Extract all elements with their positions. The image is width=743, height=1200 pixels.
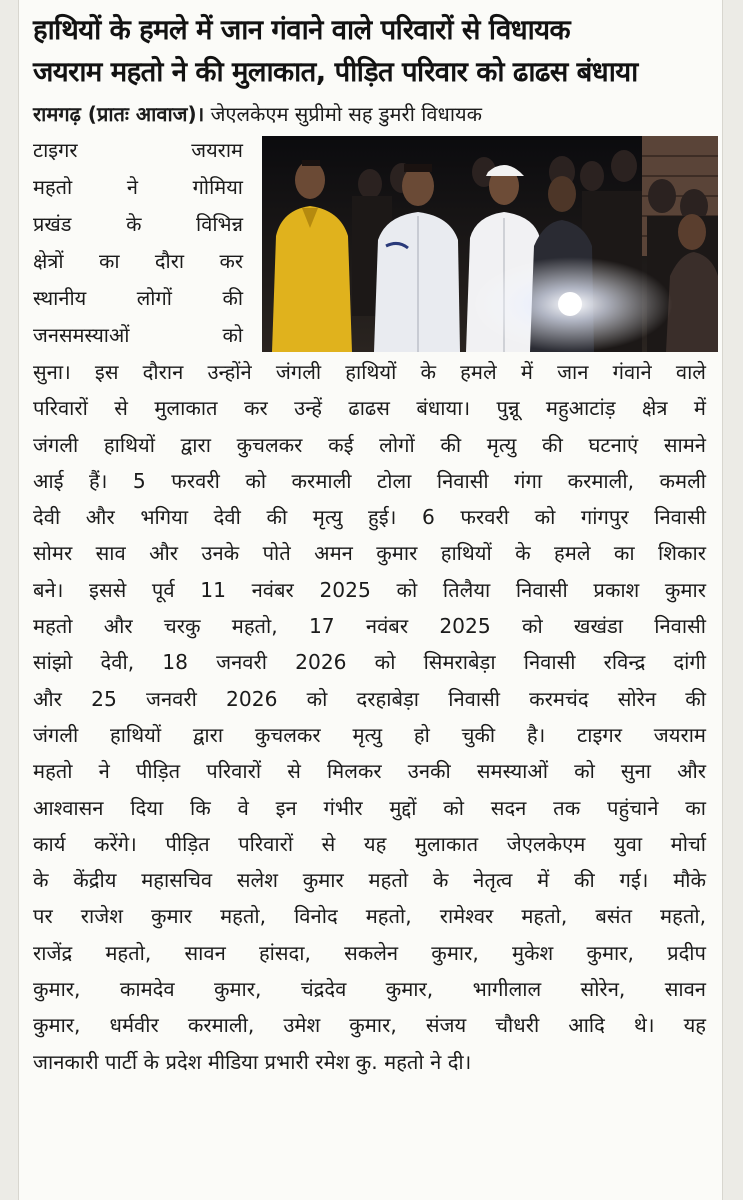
photo-section bbox=[33, 132, 706, 354]
news-photo-graphic bbox=[262, 136, 718, 352]
article-line: जंगली हाथियों द्वारा कुचलकर कई लोगों की मृत्यु की घटनाएं सामने bbox=[33, 432, 706, 457]
article-line: टाइगर जयराम bbox=[33, 138, 243, 162]
lead-text: जेएलकेएम सुप्रीमो सह डुमरी विधायक bbox=[210, 102, 482, 126]
article-line: महतो और चरकु महतो, 17 नवंबर 2025 को खखंडा निवासी bbox=[33, 614, 706, 639]
article-line: प्रखंड के विभिन्न bbox=[33, 212, 243, 236]
article-line: के केंद्रीय महासचिव सलेश कुमार महतो के नेतृत्व में की गई। मौके bbox=[33, 868, 706, 893]
article-line: राजेंद्र महतो, सावन हांसदा, सकलेन कुमार, मुकेश कुमार, प्रदीप bbox=[33, 940, 706, 965]
article-line: कार्य करेंगे। पीड़ित परिवारों से यह मुलाकात जेएलकेएम युवा मोर्चा bbox=[33, 831, 706, 856]
newspaper-clipping bbox=[18, 0, 723, 1200]
article-line: क्षेत्रों का दौरा कर bbox=[33, 249, 243, 273]
article-line: परिवारों से मुलाकात कर उन्हें ढाढस बंधाया। पुन्नू महुआटांड़ क्षेत्र में bbox=[33, 396, 706, 421]
article-line: कुमार, कामदेव कुमार, चंद्रदेव कुमार, भागीलाल सोरेन, सावन bbox=[33, 977, 706, 1002]
article-line: आई हैं। 5 फरवरी को करमाली टोला निवासी गंगा करमाली, कमली bbox=[33, 468, 706, 493]
dateline-row bbox=[33, 96, 706, 132]
article-line: और 25 जनवरी 2026 को दरहाबेड़ा निवासी करमचंद सोरेन की bbox=[33, 686, 706, 711]
article-line: कुमार, धर्मवीर करमाली, उमेश कुमार, संजय चौधरी आदि थे। यह bbox=[33, 1013, 706, 1038]
dateline: रामगढ़ (प्रातः आवाज)। bbox=[33, 102, 205, 126]
headline-line-1: हाथियों के हमले में जान गंवाने वाले परिवारों से विधायक bbox=[33, 14, 570, 46]
article-line: बने। इससे पूर्व 11 नवंबर 2025 को तिलैया निवासी प्रकाश कुमार bbox=[33, 577, 706, 602]
beside-photo-text bbox=[33, 132, 243, 354]
article-line: जंगली हाथियों द्वारा कुचलकर मृत्यु हो चुकी है। टाइगर जयराम bbox=[33, 722, 706, 747]
headline-line-2: जयराम महतो ने की मुलाकात, पीड़ित परिवार को ढाढस बंधाया bbox=[33, 56, 638, 88]
headline bbox=[33, 0, 706, 96]
article-line: महतो ने पीड़ित परिवारों से मिलकर उनकी समस्याओं को सुना और bbox=[33, 759, 706, 784]
article-line: सांझो देवी, 18 जनवरी 2026 को सिमराबेड़ा निवासी रविन्द्र दांगी bbox=[33, 650, 706, 675]
article-line: स्थानीय लोगों की bbox=[33, 286, 243, 310]
article-line: पर राजेश कुमार महतो, विनोद महतो, रामेश्वर महतो, बसंत महतो, bbox=[33, 904, 706, 929]
article-body bbox=[33, 354, 706, 1080]
article-line: महतो ने गोमिया bbox=[33, 175, 243, 199]
article-line: सुना। इस दौरान उन्होंने जंगली हाथियों के हमले में जान गंवाने वाले bbox=[33, 360, 706, 384]
news-photo bbox=[262, 136, 718, 352]
article-line: आश्वासन दिया कि वे इन गंभीर मुद्दों को सदन तक पहुंचाने का bbox=[33, 795, 706, 820]
article-line: जानकारी पार्टी के प्रदेश मीडिया प्रभारी रमेश कु. महतो ने दी। bbox=[33, 1049, 472, 1074]
article-line: सोमर साव और उनके पोते अमन कुमार हाथियों के हमले का शिकार bbox=[33, 541, 706, 566]
article-line: देवी और भगिया देवी की मृत्यु हुई। 6 फरवरी को गांगपुर निवासी bbox=[33, 505, 706, 530]
article-line: जनसमस्याओं को bbox=[33, 323, 243, 347]
